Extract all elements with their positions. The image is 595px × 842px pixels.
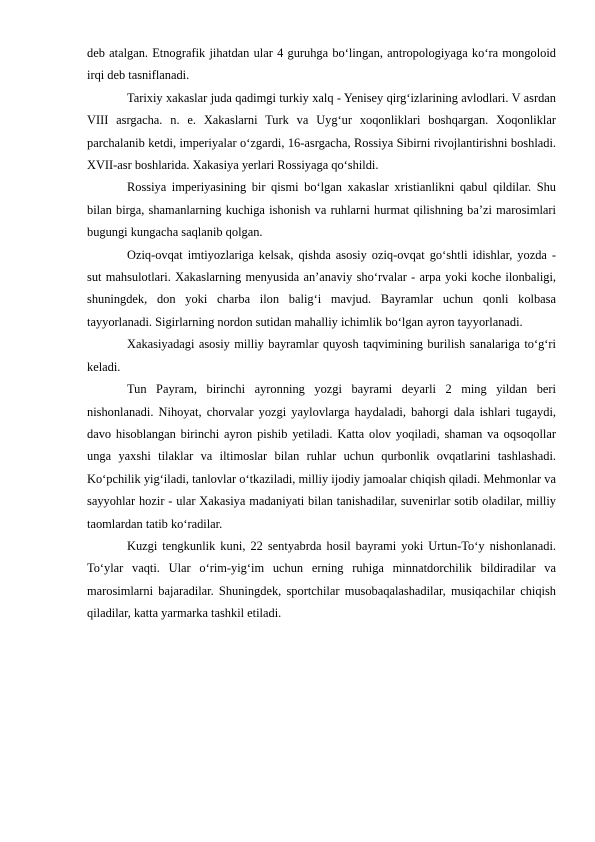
paragraph-classification: deb atalgan. Etnografik jihatdan ular 4 guruhga bo‘lingan, antropologiyaga ko‘ra mongoloid irqi deb tasniflanadi. [87, 46, 556, 83]
paragraph-history: Tarixiy xakaslar juda qadimgi turkiy xalq - Yenisey qirg‘izlarining avlodlari. V asrdan VIII asrgacha. n. e. Xakaslarni Turk va Uyg‘ur xoqonliklari boshqargan. Xoqonliklar parchalanib ketdi, imperiyalar o‘zgardi, 16-asrgacha, Rossiya Sibirni rivojlantirishni boshladi. XVII-asr boshlarida. Xakasiya yerlari Rossiyaga qo‘shildi. [87, 90, 556, 173]
paragraph-holidays: Xakasiyadagi asosiy milliy bayramlar quyosh taqvimining burilish sanalariga to‘g‘ri keladi. [87, 337, 556, 374]
paragraph-food: Oziq-ovqat imtiyozlariga kelsak, qishda asosiy oziq-ovqat go‘shtli idishlar, yozda - sut mahsulotlari. Xakaslarning menyusida an’anaviy sho‘rvalar - arpa yoki koche ilonbaligi, shuningdek, don yoki charba ilon balig‘i mavjud. Bayramlar uchun qonli kolbasa tayyorlanadi. Sigirlarning nordon sutidan mahalliy ichimlik bo‘lgan ayron tayyorlanadi. [87, 247, 556, 329]
paragraph-religion: Rossiya imperiyasining bir qismi bo‘lgan xakaslar xristianlikni qabul qildilar. Shu bilan birga, shamanlarning kuchiga ishonish va ruhlarni hurmat qilishning ba’zi marosimlari bugungi kungacha saqlanib qolgan. [87, 180, 556, 240]
document-page [87, 42, 556, 625]
paragraph-tun-payram: Tun Payram, birinchi ayronning yozgi bayrami deyarli 2 ming yildan beri nishonlanadi. Nihoyat, chorvalar yozgi yaylovlarga haydaladi, bahorgi dala ishlari tugaydi, davo hisoblangan birinchi ayron pishib yetiladi. Katta olov yoqiladi, shaman va oqsoqollar unga yaxshi tilaklar va iltimoslar bilan ruhlar uchun qurbonlik ovqatlarini tashlashadi. Ko‘pchilik yig‘iladi, tanlovlar o‘tkaziladi, milliy ijodiy jamoalar chiqish qiladi. Mehmonlar va sayyohlar hozir - ular Xakasiya madaniyati bilan tanishadilar, suvenirlar sotib oladilar, milliy taomlardan tatib ko‘radilar. [87, 382, 556, 531]
paragraph-urtun-toy: Kuzgi tengkunlik kuni, 22 sentyabrda hosil bayrami yoki Urtun-To‘y nishonlanadi. To‘ylar vaqti. Ular o‘rim-yig‘im uchun erning ruhiga minnatdorchilik bildiradilar va marosimlarni bajaradilar. Shuningdek, sportchilar musobaqalashadilar, musiqachilar chiqish qiladilar, katta yarmarka tashkil etiladi. [87, 538, 556, 621]
